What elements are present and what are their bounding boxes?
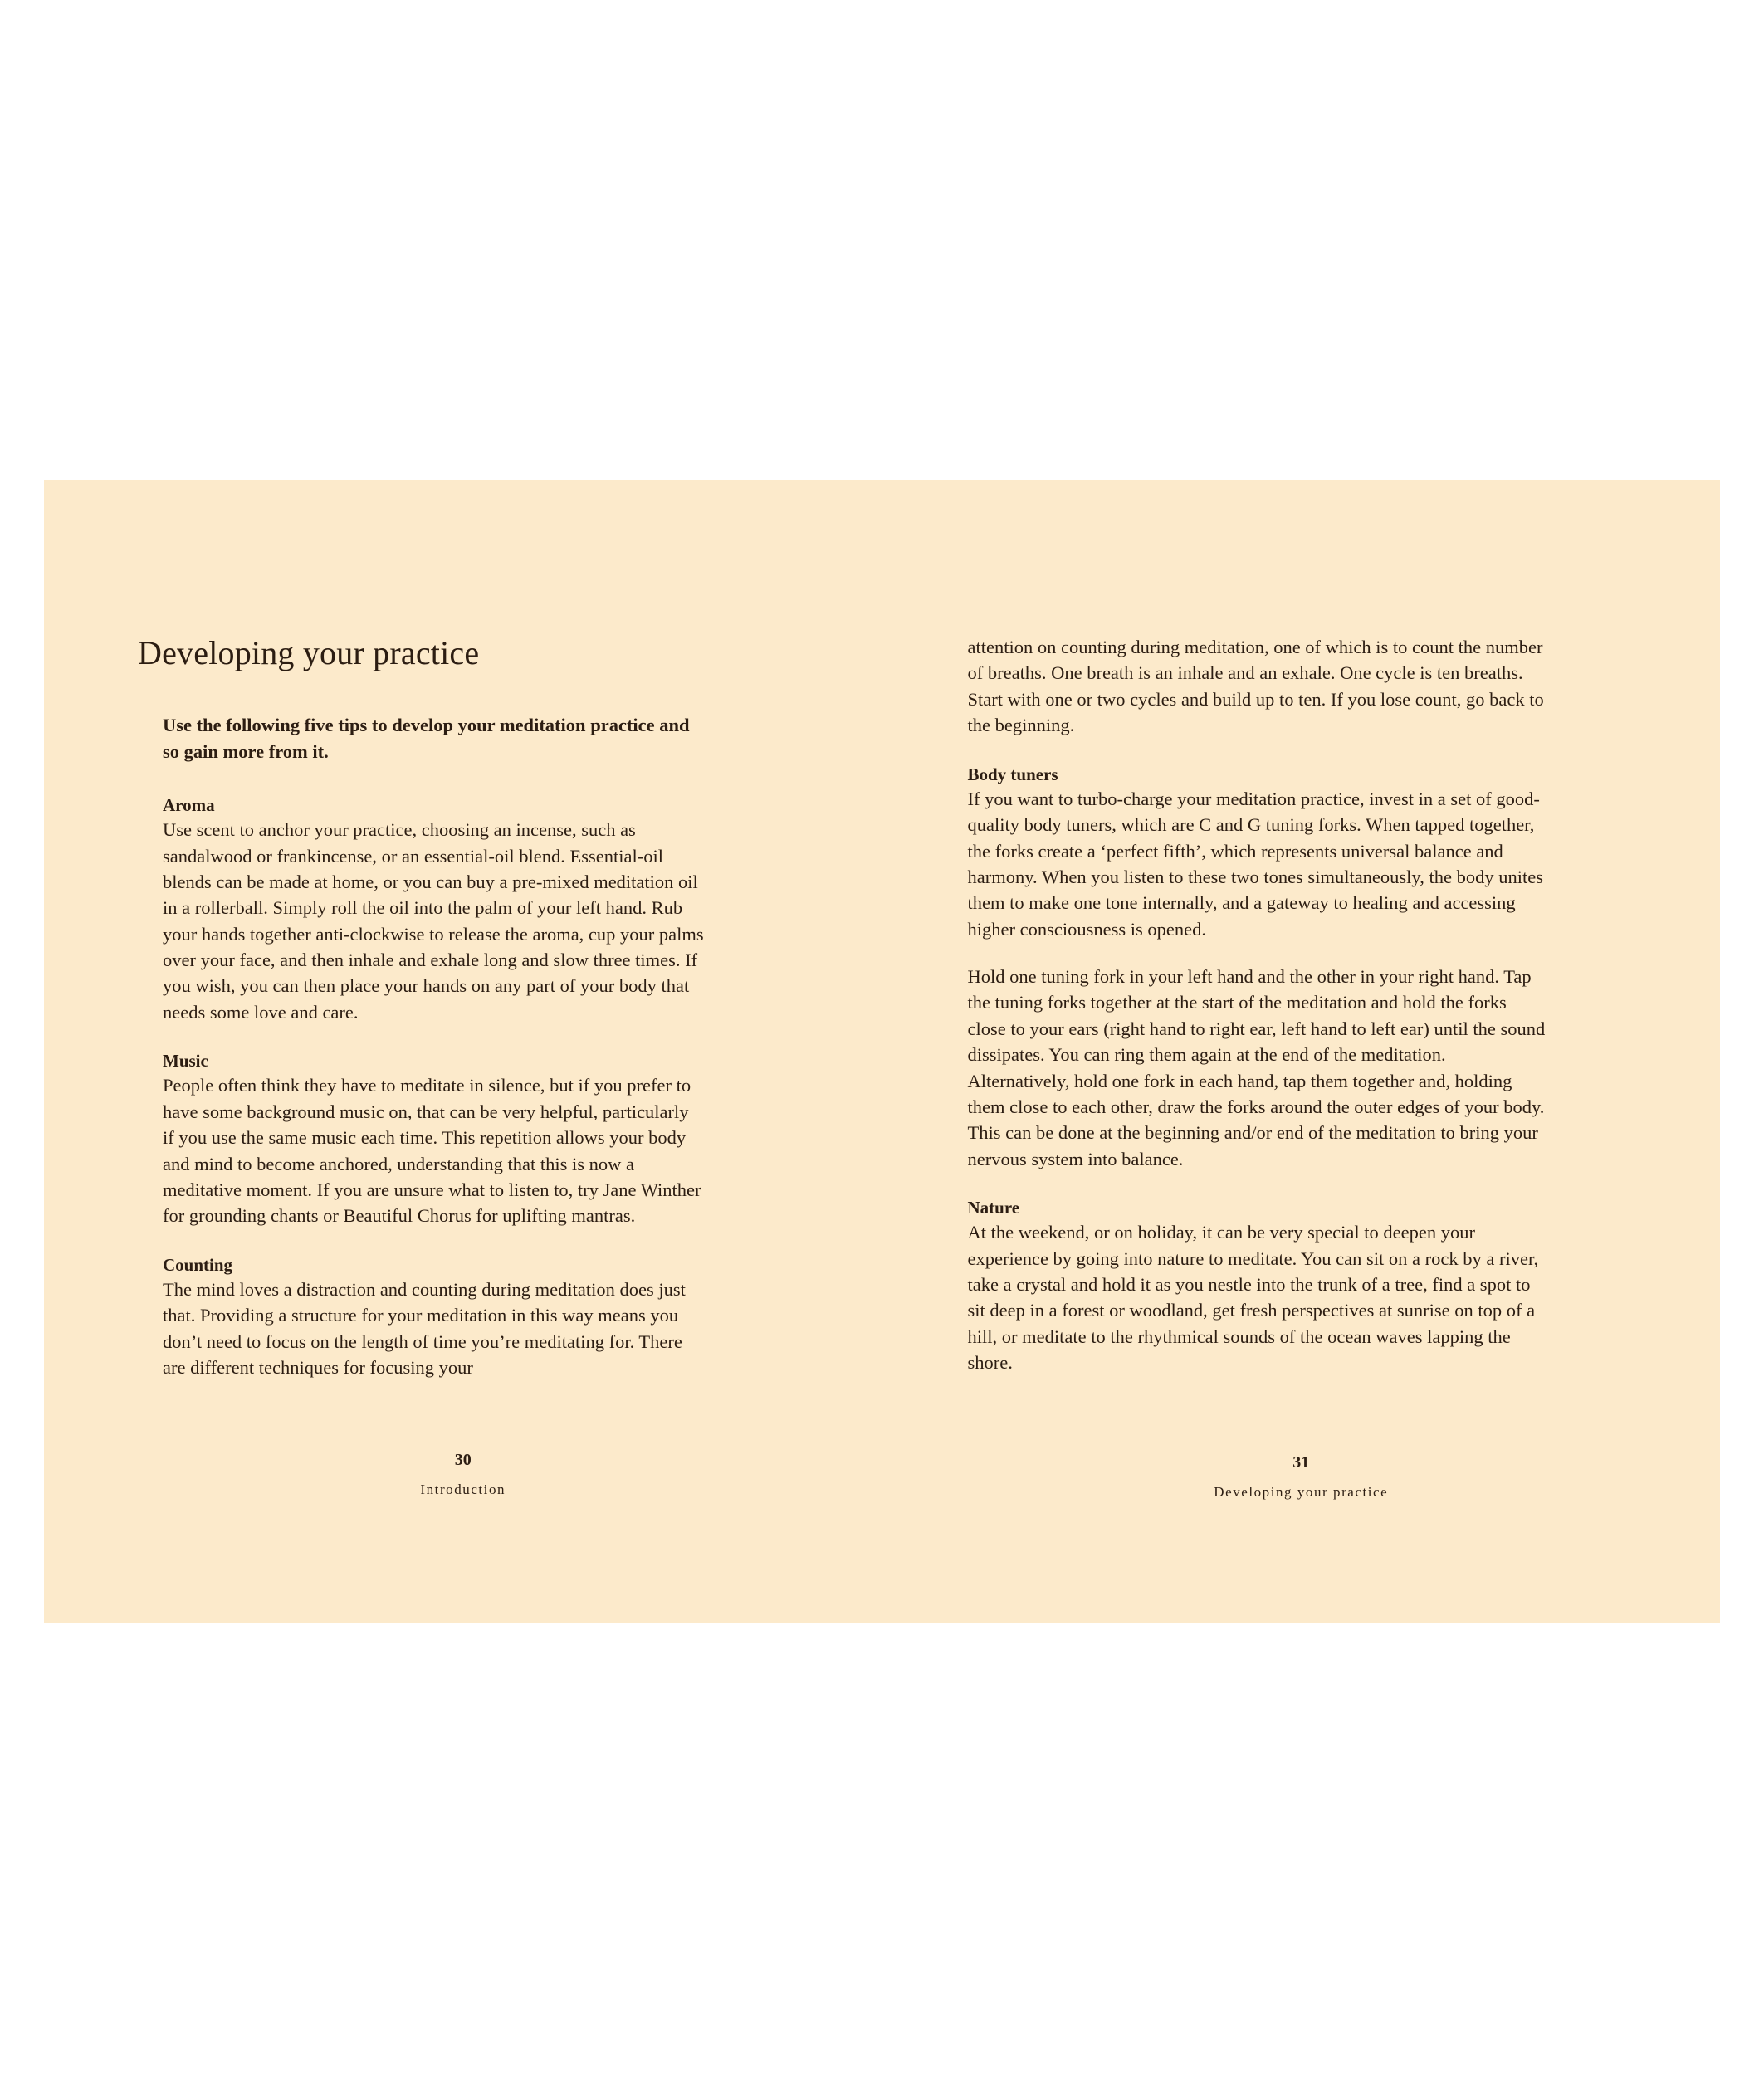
folio-right [882,1454,1721,1499]
page-right-body [968,634,1549,1376]
page-title: Developing your practice [138,634,480,671]
section-heading-music: Music [163,1051,208,1072]
page-number-left: 30 [454,1451,472,1469]
continuation-paragraph: attention on counting during meditation, one of which is to count the number of breaths. One breath is an inhale and an exhale. One cycle is ten breaths. Start with one or two cycles and build up to ten. If you lose count, go back to the beginning. [967,637,1544,736]
section-heading-aroma: Aroma [163,794,215,815]
folio-left [44,1452,882,1496]
intro-lede: Use the following five tips to develop your meditation practice and so gain more from it. [163,715,690,762]
section-heading-nature: Nature [967,1198,1020,1218]
section-paragraph-music: People often think they have to meditate in silence, but if you prefer to have some background music on, that can be very helpful, particularly if you use the same music each time. This repetition allows your body and mind to become anchored, understanding that this is now a meditative moment. If you are unsure what to listen to, try Jane Winther for grounding chants or Beautiful Chorus for uplifting mantras. [163,1075,701,1227]
page-left [44,480,882,1623]
section-paragraph-nature: At the weekend, or on holiday, it can be very special to deepen your experience by going into nature to meditate. You can sit on a rock by a river, take a crystal and hold it as you nestle into the trunk of a tree, find a spot to sit deep in a forest or woodland, get fresh perspectives at sunrise on top of a hill, or meditate to the rhythmical sounds of the ocean waves lapping the shore. [967,1222,1539,1374]
page-number-right: 31 [1292,1453,1310,1472]
section-paragraph-aroma: Use scent to anchor your practice, choosing an incense, such as sandalwood or frankincense, or an essential-oil blend. Essential-oil blends can be made at home, or you can buy a pre-mixed meditation oil in a rollerball. Simply roll the oil into the palm of your left hand. Rub your hands together anti-clockwise to release the aroma, cup your palms over your face, and then inhale and exhale long and slow three times. If you wish, you can then place your hands on any part of your body that needs some love and care. [163,819,704,1023]
section-paragraph-body-tuners-2: Hold one tuning fork in your left hand and the other in your right hand. Tap the tuning forks together at the start of the meditation and hold the forks close to your ears (right hand to right ear, left hand to left ear) until the sound dissipates. You can ring them again at the end of the meditation. Alternatively, hold one fork in each hand, tap them together and, holding them close to each other, draw the forks around the outer edges of your body. This can be done at the beginning and/or end of the meditation to bring your nervous system into balance. [967,966,1546,1169]
page-right [882,480,1721,1623]
page-left-text-column [138,634,719,1381]
section-paragraph-counting: The mind loves a distraction and counting during meditation does just that. Providing a structure for your meditation in this way means you don’t need to focus on the length of time you’re meditating for. There are different techniques for focusing your [163,1279,686,1379]
section-heading-body-tuners: Body tuners [967,764,1058,784]
spread-pages [44,480,1720,1623]
section-paragraph-body-tuners-1: If you want to turbo-charge your meditation practice, invest in a set of good-quality body tuners, which are C and G tuning forks. When tapped together, the forks create a ‘perfect fifth’, which represents universal balance and harmony. When you listen to these two tones simultaneously, the body unites them to make one tone internally, and a gateway to healing and accessing higher consciousness is opened. [967,788,1543,940]
page-right-text-column [968,634,1549,1376]
page-left-body [163,712,704,1381]
section-heading-counting: Counting [163,1254,233,1275]
running-head-right: Developing your practice [1214,1484,1389,1500]
book-spread [44,480,1720,1623]
running-head-left: Introduction [420,1482,506,1497]
